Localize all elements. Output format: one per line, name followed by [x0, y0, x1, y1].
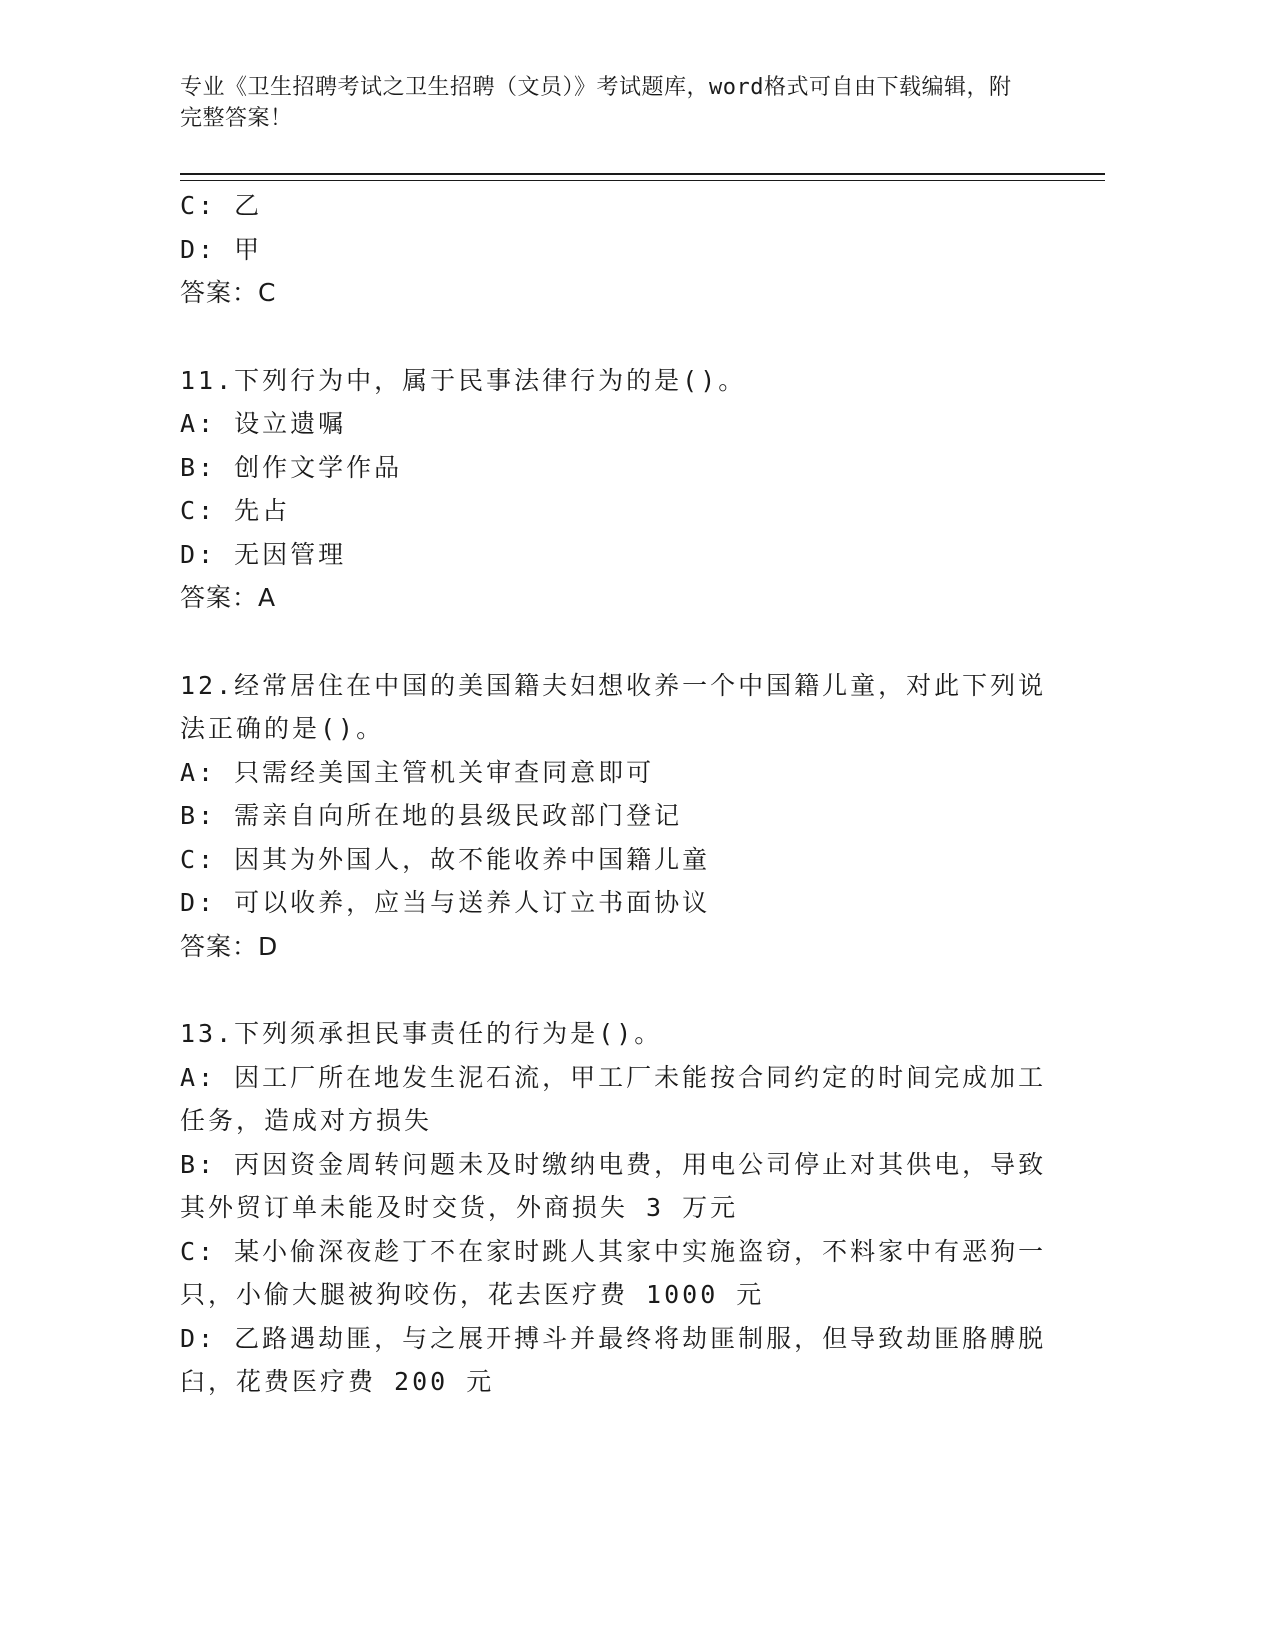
- answer-line: 答案：C: [180, 278, 277, 307]
- option-c: C: 某小偷深夜趁丁不在家时跳人其家中实施盗窃，不料家中有恶狗一: [180, 1236, 1047, 1266]
- question-13: [180, 1012, 1047, 1404]
- option-d: D: 乙路遇劫匪，与之展开搏斗并最终将劫匪制服，但导致劫匪胳膊脱: [180, 1323, 1047, 1353]
- option-d: D: 无因管理: [180, 539, 347, 569]
- option-b-cont: 其外贸订单未能及时交货，外商损失 3 万元: [180, 1193, 739, 1222]
- option-c: C: 因其为外国人，故不能收养中国籍儿童: [180, 844, 711, 874]
- answer-line: 答案：A: [180, 583, 277, 612]
- question-prev: [180, 184, 1040, 315]
- option-d: D: 可以收养，应当与送养人订立书面协议: [180, 888, 711, 917]
- header-divider-thick: [180, 173, 1105, 175]
- spacer: [180, 968, 1040, 1012]
- document-page: [180, 0, 1105, 1650]
- option-a-cont: 任务，造成对方损失: [180, 1106, 433, 1135]
- spacer: [180, 315, 1040, 359]
- option-a: A: 因工厂所在地发生泥石流，甲工厂未能按合同约定的时间完成加工: [180, 1062, 1047, 1092]
- option-a: A: 设立遗嘱: [180, 409, 347, 438]
- option-b: B: 需亲自向所在地的县级民政部门登记: [180, 801, 683, 830]
- header-divider-thin: [180, 180, 1105, 181]
- question-stem: 12.经常居住在中国的美国籍夫妇想收养一个中国籍儿童，对此下列说: [180, 670, 1047, 700]
- option-c: C: 先占: [180, 496, 291, 525]
- document-header: 专业《卫生招聘考试之卫生招聘（文员）》考试题库，word格式可自由下载编辑，附完整答案！: [180, 75, 1012, 131]
- question-stem: 11.下列行为中，属于民事法律行为的是()。: [180, 365, 747, 395]
- option-d: D: 甲: [180, 234, 263, 264]
- answer-line: 答案：D: [180, 931, 279, 961]
- spacer: [180, 620, 1040, 664]
- option-a: A: 只需经美国主管机关审查同意即可: [180, 757, 655, 787]
- option-b: B: 丙因资金周转问题未及时缴纳电费，用电公司停止对其供电，导致: [180, 1149, 1047, 1179]
- option-c-cont: 只，小偷大腿被狗咬伤，花去医疗费 1000 元: [180, 1280, 765, 1309]
- question-stem: 13.下列须承担民事责任的行为是()。: [180, 1019, 663, 1048]
- option-c: C: 乙: [180, 191, 263, 220]
- question-list: [180, 184, 1047, 1404]
- question-stem-cont: 法正确的是()。: [180, 714, 385, 743]
- question-11: [180, 359, 1040, 620]
- option-d-cont: 臼，花费医疗费 200 元: [180, 1367, 495, 1396]
- question-12: [180, 664, 1047, 969]
- option-b: B: 创作文学作品: [180, 452, 403, 482]
